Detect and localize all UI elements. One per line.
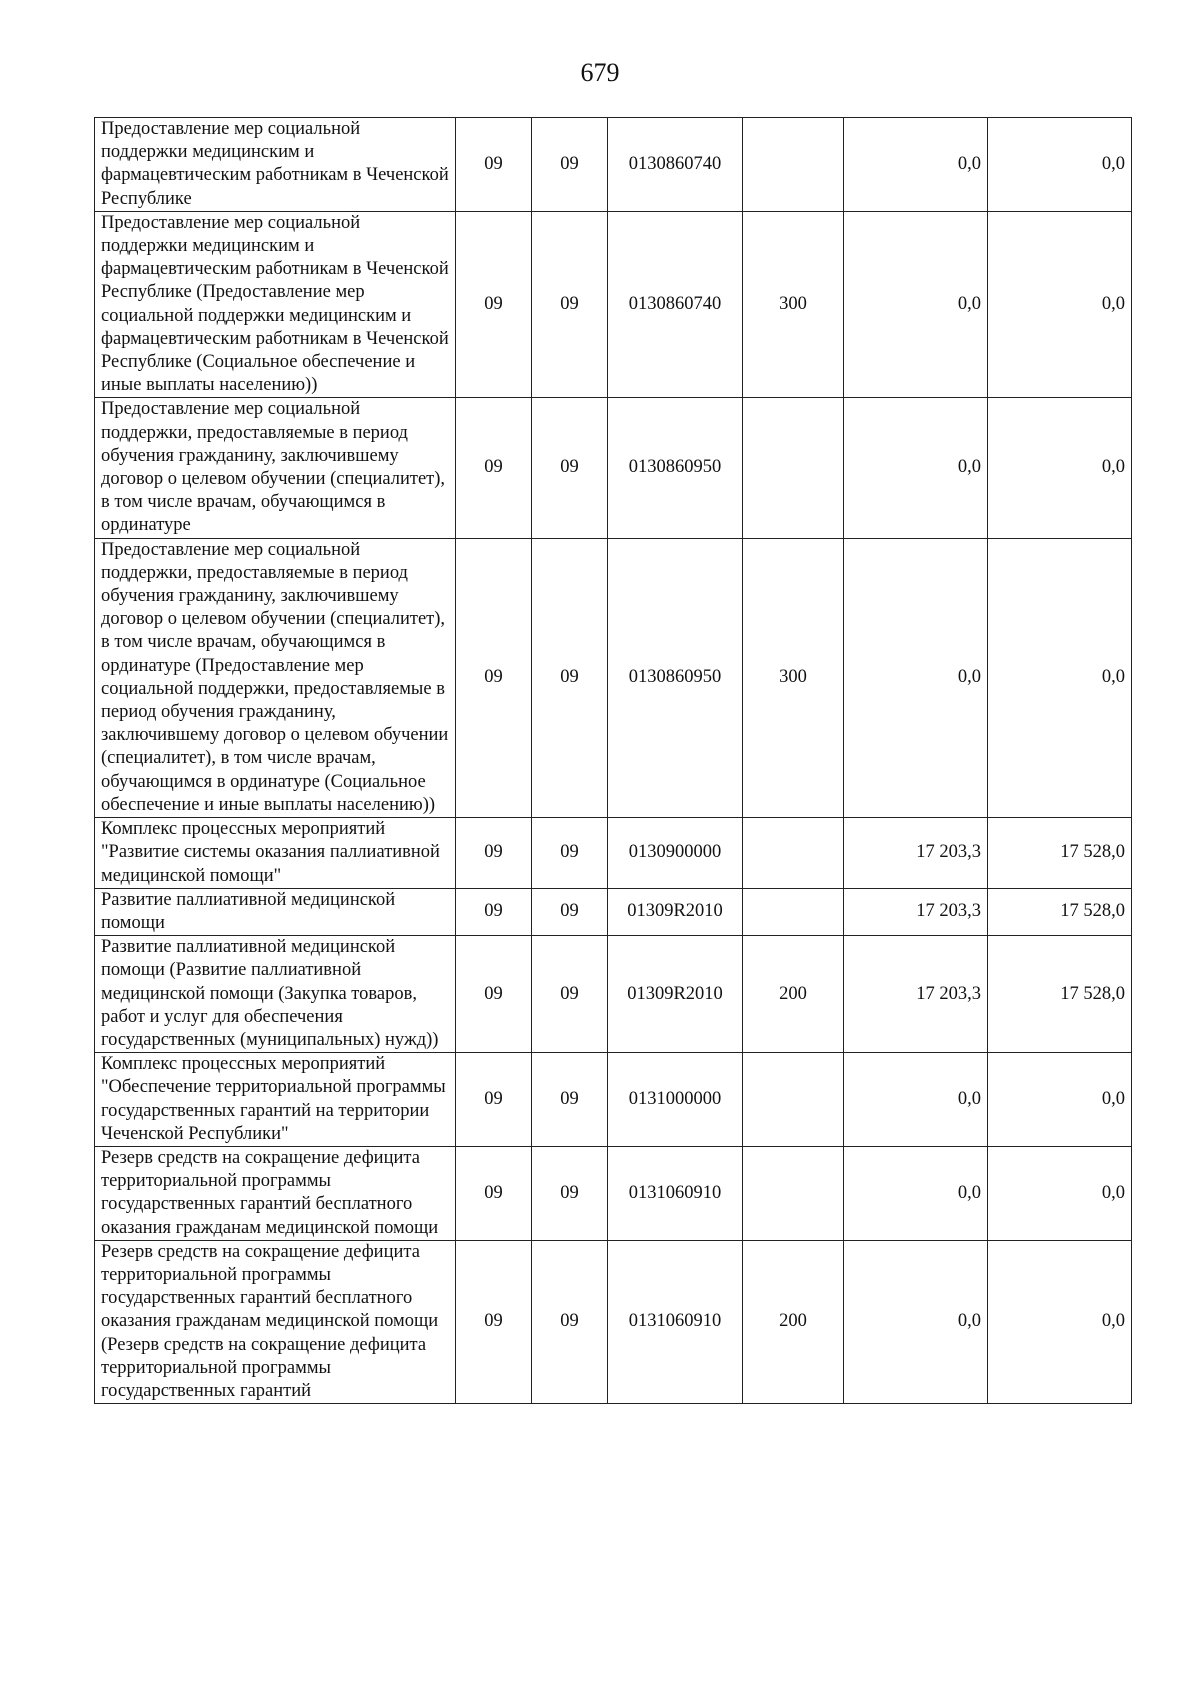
target-article-code: 0130860740 xyxy=(608,211,743,398)
amount-year-1: 0,0 xyxy=(844,118,988,212)
subsection-code: 09 xyxy=(532,936,608,1053)
section-code: 09 xyxy=(456,936,532,1053)
row-name: Предоставление мер социальной поддержки, предоставляемые в период обучения гражданину, заключившему договор о целевом обучении (специалитет), в том числе врачам, обучающимся в ординатуре (Предоставление мер социальной поддержки, предоставляемые в период обучения гражданину, заключившему договор о целевом обучении (специалитет), в том числе врачам, обучающимся в ординатуре (Социальное обеспечение и иные выплаты населению)) xyxy=(95,538,456,817)
expense-type-code xyxy=(743,118,844,212)
budget-table xyxy=(94,117,1132,1404)
expense-type-code: 200 xyxy=(743,936,844,1053)
amount-year-1: 0,0 xyxy=(844,398,988,538)
amount-year-1: 0,0 xyxy=(844,1240,988,1403)
amount-year-2: 0,0 xyxy=(988,211,1132,398)
amount-year-2: 0,0 xyxy=(988,1053,1132,1147)
table-row xyxy=(95,1240,1132,1403)
target-article-code: 0130860950 xyxy=(608,538,743,817)
row-name: Развитие паллиативной медицинской помощи xyxy=(95,888,456,935)
amount-year-1: 0,0 xyxy=(844,538,988,817)
amount-year-1: 0,0 xyxy=(844,1146,988,1240)
page-number: 679 xyxy=(580,58,620,87)
amount-year-1: 0,0 xyxy=(844,1053,988,1147)
section-code: 09 xyxy=(456,888,532,935)
subsection-code: 09 xyxy=(532,1053,608,1147)
target-article-code: 0131000000 xyxy=(608,1053,743,1147)
section-code: 09 xyxy=(456,538,532,817)
amount-year-2: 0,0 xyxy=(988,118,1132,212)
amount-year-2: 17 528,0 xyxy=(988,818,1132,889)
amount-year-1: 0,0 xyxy=(844,211,988,398)
expense-type-code xyxy=(743,398,844,538)
subsection-code: 09 xyxy=(532,818,608,889)
section-code: 09 xyxy=(456,1146,532,1240)
row-name: Предоставление мер социальной поддержки медицинским и фармацевтическим работникам в Чеченской Республике xyxy=(95,118,456,212)
table-row xyxy=(95,118,1132,212)
expense-type-code xyxy=(743,888,844,935)
section-code: 09 xyxy=(456,1240,532,1403)
row-name: Предоставление мер социальной поддержки, предоставляемые в период обучения гражданину, заключившему договор о целевом обучении (специалитет), в том числе врачам, обучающимся в ординатуре xyxy=(95,398,456,538)
subsection-code: 09 xyxy=(532,398,608,538)
section-code: 09 xyxy=(456,211,532,398)
subsection-code: 09 xyxy=(532,1146,608,1240)
table-row xyxy=(95,888,1132,935)
table-row xyxy=(95,818,1132,889)
section-code: 09 xyxy=(456,1053,532,1147)
section-code: 09 xyxy=(456,818,532,889)
subsection-code: 09 xyxy=(532,1240,608,1403)
amount-year-1: 17 203,3 xyxy=(844,888,988,935)
amount-year-2: 0,0 xyxy=(988,1240,1132,1403)
amount-year-1: 17 203,3 xyxy=(844,936,988,1053)
section-code: 09 xyxy=(456,398,532,538)
expense-type-code: 300 xyxy=(743,538,844,817)
amount-year-1: 17 203,3 xyxy=(844,818,988,889)
target-article-code: 0130860950 xyxy=(608,398,743,538)
subsection-code: 09 xyxy=(532,538,608,817)
section-code: 09 xyxy=(456,118,532,212)
expense-type-code: 200 xyxy=(743,1240,844,1403)
expense-type-code xyxy=(743,818,844,889)
expense-type-code xyxy=(743,1146,844,1240)
table-row xyxy=(95,1146,1132,1240)
row-name: Предоставление мер социальной поддержки медицинским и фармацевтическим работникам в Чеченской Республике (Предоставление мер социальной поддержки медицинским и фармацевтическим работникам в Чеченской Республике (Социальное обеспечение и иные выплаты населению)) xyxy=(95,211,456,398)
table-row xyxy=(95,1053,1132,1147)
amount-year-2: 17 528,0 xyxy=(988,888,1132,935)
target-article-code: 0131060910 xyxy=(608,1240,743,1403)
row-name: Комплекс процессных мероприятий "Развитие системы оказания паллиативной медицинской помощи" xyxy=(95,818,456,889)
amount-year-2: 0,0 xyxy=(988,538,1132,817)
subsection-code: 09 xyxy=(532,888,608,935)
subsection-code: 09 xyxy=(532,118,608,212)
expense-type-code xyxy=(743,1053,844,1147)
table-row xyxy=(95,538,1132,817)
amount-year-2: 0,0 xyxy=(988,1146,1132,1240)
table-row xyxy=(95,936,1132,1053)
expense-type-code: 300 xyxy=(743,211,844,398)
amount-year-2: 17 528,0 xyxy=(988,936,1132,1053)
table-row xyxy=(95,398,1132,538)
target-article-code: 01309R2010 xyxy=(608,936,743,1053)
row-name: Комплекс процессных мероприятий "Обеспечение территориальной программы государственных гарантий на территории Чеченской Республики" xyxy=(95,1053,456,1147)
subsection-code: 09 xyxy=(532,211,608,398)
amount-year-2: 0,0 xyxy=(988,398,1132,538)
row-name: Резерв средств на сокращение дефицита территориальной программы государственных гарантий бесплатного оказания гражданам медицинской помощи (Резерв средств на сокращение дефицита территориальной программы государственных гарантий xyxy=(95,1240,456,1403)
target-article-code: 0130860740 xyxy=(608,118,743,212)
target-article-code: 0131060910 xyxy=(608,1146,743,1240)
table-row xyxy=(95,211,1132,398)
target-article-code: 0130900000 xyxy=(608,818,743,889)
row-name: Резерв средств на сокращение дефицита территориальной программы государственных гарантий бесплатного оказания гражданам медицинской помощи xyxy=(95,1146,456,1240)
target-article-code: 01309R2010 xyxy=(608,888,743,935)
row-name: Развитие паллиативной медицинской помощи (Развитие паллиативной медицинской помощи (Закупка товаров, работ и услуг для обеспечения государственных (муниципальных) нужд)) xyxy=(95,936,456,1053)
